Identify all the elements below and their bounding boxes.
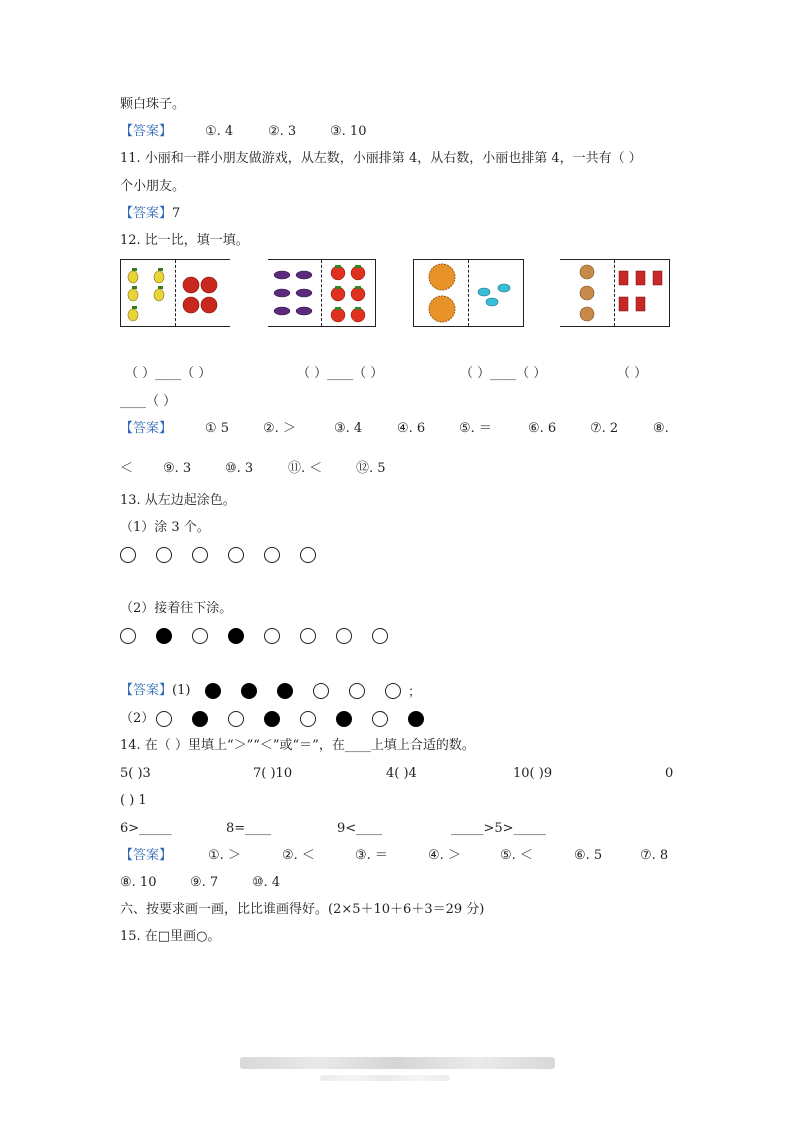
q10-tail: 颗白珠子。 [120, 97, 186, 112]
empty-circle[interactable] [313, 683, 329, 699]
q11-line2: 个小朋友。 [120, 179, 186, 194]
empty-circle[interactable] [192, 547, 208, 563]
q15-title: 15. 在□里画○。 [120, 929, 221, 944]
bear-icons [560, 261, 614, 327]
q12-answer-3: ③. 4 [334, 421, 363, 436]
filled-circle[interactable] [205, 683, 221, 699]
q14-fill-3[interactable]: 9<____ [337, 821, 383, 836]
q12-blank-3[interactable]: （ ）____（ ） [460, 366, 547, 381]
q10-answer-3: ③. 10 [330, 124, 367, 139]
answer-tag: 【答案】 [120, 683, 173, 698]
q12-answer-11: ⑪. ＜ [288, 461, 323, 476]
filled-circle[interactable] [264, 711, 280, 727]
empty-circle[interactable] [372, 711, 388, 727]
section-6-heading: 六、按要求画一画，比比谁画得好。(2×5＋10＋6＋3＝29 分) [120, 902, 485, 917]
empty-circle[interactable] [120, 628, 136, 644]
q14-answer-6: ⑥. 5 [574, 848, 603, 863]
q11-answer-row [120, 205, 180, 223]
q14-answer-10: ⑩. 4 [252, 875, 281, 890]
q13-part1: （1）涂 3 个。 [120, 520, 210, 535]
q14-fill-4[interactable]: _____>5>_____ [451, 821, 547, 836]
q14-item-4[interactable]: 10( )9 [513, 766, 553, 781]
q12-answer-8b: ＜ [120, 461, 134, 476]
eggplant-icons [268, 261, 318, 327]
empty-circle[interactable] [264, 547, 280, 563]
q14-item-2[interactable]: 7( )10 [253, 766, 293, 781]
q11-line1: 11. 小丽和一群小朋友做游戏，从左数，小丽排第 4，从右数，小丽也排第 4，一共有（ ） [120, 151, 642, 166]
answer-tag: 【答案】 [120, 206, 173, 221]
q14-fill-1[interactable]: 6>_____ [120, 821, 172, 836]
robot-icons [616, 261, 670, 327]
q12-answer-7: ⑦. 2 [590, 421, 619, 436]
q13-part2: （2）接着往下涂。 [120, 601, 233, 616]
q12-title: 12. 比一比，填一填。 [120, 233, 249, 248]
answer-tag: 【答案】 [120, 421, 173, 436]
empty-circle[interactable] [336, 628, 352, 644]
tomato-icons [324, 261, 376, 327]
empty-circle[interactable] [228, 547, 244, 563]
q14-answer-2: ②. ＜ [282, 848, 315, 863]
q14-answer-4: ④. ＞ [428, 848, 461, 863]
q13-answer2-label: （2） [120, 711, 155, 726]
q11-answer: 7 [172, 206, 181, 221]
q12-answer-1: ① 5 [205, 421, 230, 436]
empty-circle[interactable] [156, 711, 172, 727]
q13-title: 13. 从左边起涂色。 [120, 493, 236, 508]
q14-answer-1: ①. ＞ [208, 848, 241, 863]
q12-answer-8: ⑧. [653, 421, 669, 436]
q14-item-5b[interactable]: ( ) 1 [120, 793, 147, 808]
q12-answer-row [120, 420, 172, 438]
empty-circle[interactable] [385, 683, 401, 699]
q12-answer-2: ②. ＞ [263, 421, 296, 436]
q13-answer1-end: ； [408, 685, 422, 700]
q10-answer-2: ②. 3 [268, 124, 297, 139]
filled-circle[interactable] [277, 683, 293, 699]
q12-answer-10: ⑩. 3 [225, 461, 254, 476]
q14-answer-5: ⑤. ＜ [500, 848, 533, 863]
answer-tag: 【答案】 [120, 124, 173, 139]
empty-circle[interactable] [300, 711, 316, 727]
pear-icons [123, 261, 175, 327]
candy-icons [470, 260, 524, 326]
filled-circle[interactable] [336, 711, 352, 727]
q14-item-1[interactable]: 5( )3 [120, 766, 151, 781]
q14-answer-3: ③. ＝ [355, 848, 388, 863]
filled-circle[interactable] [228, 628, 244, 644]
q12-answer-6: ⑥. 6 [528, 421, 557, 436]
q12-answer-4: ④. 6 [397, 421, 426, 436]
empty-circle[interactable] [120, 547, 136, 563]
empty-circle[interactable] [300, 628, 316, 644]
compare-box-eggplants-tomatoes [268, 259, 376, 327]
q14-title: 14. 在（ ）里填上“＞”“＜”或“＝”，在____上填上合适的数。 [120, 738, 475, 753]
q12-blank-2[interactable]: （ ）____（ ） [297, 366, 384, 381]
empty-circle[interactable] [349, 683, 365, 699]
answer-tag: 【答案】 [120, 848, 173, 863]
empty-circle[interactable] [372, 628, 388, 644]
q13-answer-row [120, 682, 190, 700]
q14-answer-9: ⑨. 7 [190, 875, 219, 890]
compare-box-flowers-candies [413, 259, 524, 327]
q10-answer-1: ①. 4 [205, 124, 234, 139]
q12-blank-4[interactable]: （ ） [617, 366, 648, 381]
q14-answer-8: ⑧. 10 [120, 875, 157, 890]
q12-blank-1[interactable]: （ ）____（ ） [125, 366, 212, 381]
empty-circle[interactable] [192, 628, 208, 644]
empty-circle[interactable] [156, 547, 172, 563]
filled-circle[interactable] [408, 711, 424, 727]
q12-answer-12: ⑫. 5 [356, 461, 386, 476]
compare-box-pears-apples [120, 259, 230, 327]
apple-icons [177, 261, 229, 327]
compare-box-bears-robots [560, 259, 670, 327]
filled-circle[interactable] [156, 628, 172, 644]
q14-item-5[interactable]: 0 [665, 766, 674, 781]
q12-answer-5: ⑤. ＝ [459, 421, 492, 436]
q13-answer1-label: (1) [172, 683, 191, 698]
q14-answer-row [120, 847, 172, 865]
q14-fill-2[interactable]: 8=____ [226, 821, 272, 836]
q12-blank-line2[interactable]: ____（ ） [120, 394, 177, 409]
q14-item-3[interactable]: 4( )4 [386, 766, 417, 781]
filled-circle[interactable] [192, 711, 208, 727]
filled-circle[interactable] [241, 683, 257, 699]
flower-icons [416, 260, 468, 326]
q12-answer-9: ⑨. 3 [163, 461, 192, 476]
q10-answer-row [120, 123, 172, 141]
q14-answer-7: ⑦. 8 [640, 848, 669, 863]
empty-circle[interactable] [228, 711, 244, 727]
empty-circle[interactable] [264, 628, 280, 644]
empty-circle[interactable] [300, 547, 316, 563]
